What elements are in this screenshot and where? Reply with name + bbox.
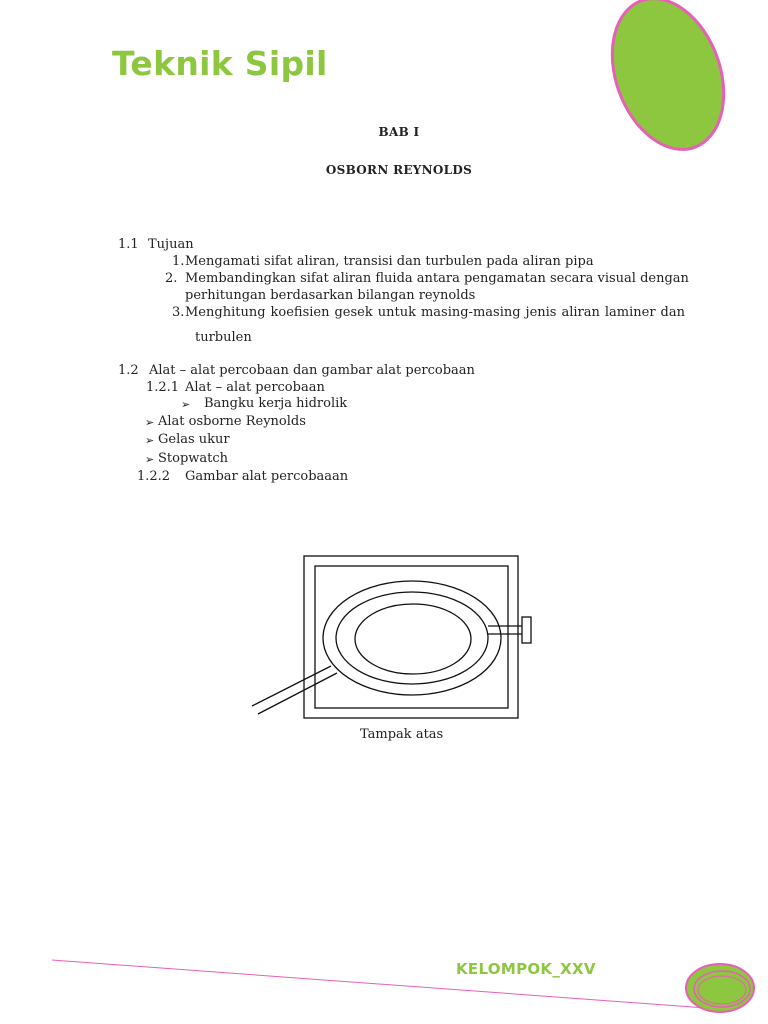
objective-1-text: Mengamati sifat aliran, transisi dan turbulen pada aliran pipa xyxy=(185,254,594,269)
top-right-oval-decoration xyxy=(592,0,743,165)
header-title: Teknik Sipil xyxy=(112,44,328,83)
arrow-bullet-icon: ➢ xyxy=(181,398,191,411)
section-2-number: 1.2 xyxy=(118,363,139,378)
objective-2-number: 2. xyxy=(165,271,178,286)
tool-item: Bangku kerja hidrolik xyxy=(204,396,348,411)
arrow-bullet-icon: ➢ xyxy=(145,416,155,429)
footer-rule xyxy=(52,960,706,1008)
objective-2-continuation: perhitungan berdasarkan bilangan reynolds xyxy=(185,288,476,303)
footer-group-label: KELOMPOK_XXV xyxy=(456,960,596,978)
tool-item: Stopwatch xyxy=(158,451,229,466)
chapter-title: OSBORN REYNOLDS xyxy=(325,163,473,177)
tool-item: Alat osborne Reynolds xyxy=(158,414,306,429)
arrow-bullet-icon: ➢ xyxy=(145,453,155,466)
apparatus-top-view-drawing xyxy=(252,556,531,718)
section-1-number: 1.1 xyxy=(118,237,139,252)
subsection-1-title: Alat – alat percobaan xyxy=(185,380,325,395)
chapter-label: BAB I xyxy=(378,125,420,139)
objective-3-text: Menghitung koefisien gesek untuk masing-masing jenis aliran laminer dan xyxy=(185,305,685,320)
subsection-2-title: Gambar alat percobaaan xyxy=(185,469,349,484)
section-2-title: Alat – alat percobaan dan gambar alat percobaan xyxy=(149,363,475,378)
figure-caption: Tampak atas xyxy=(360,727,444,742)
tool-item: Gelas ukur xyxy=(158,432,230,447)
objective-2-text: Membandingkan sifat aliran fluida antara pengamatan secara visual dengan xyxy=(185,271,689,286)
objective-1-number: 1. xyxy=(172,254,185,269)
objective-3-continuation: turbulen xyxy=(195,330,252,345)
section-1-title: Tujuan xyxy=(148,237,194,252)
subsection-2-number: 1.2.2 xyxy=(137,469,171,484)
arrow-bullet-icon: ➢ xyxy=(145,434,155,447)
subsection-1-number: 1.2.1 xyxy=(146,380,180,395)
bottom-right-oval-decoration xyxy=(686,964,754,1012)
objective-3-number: 3. xyxy=(172,305,185,320)
